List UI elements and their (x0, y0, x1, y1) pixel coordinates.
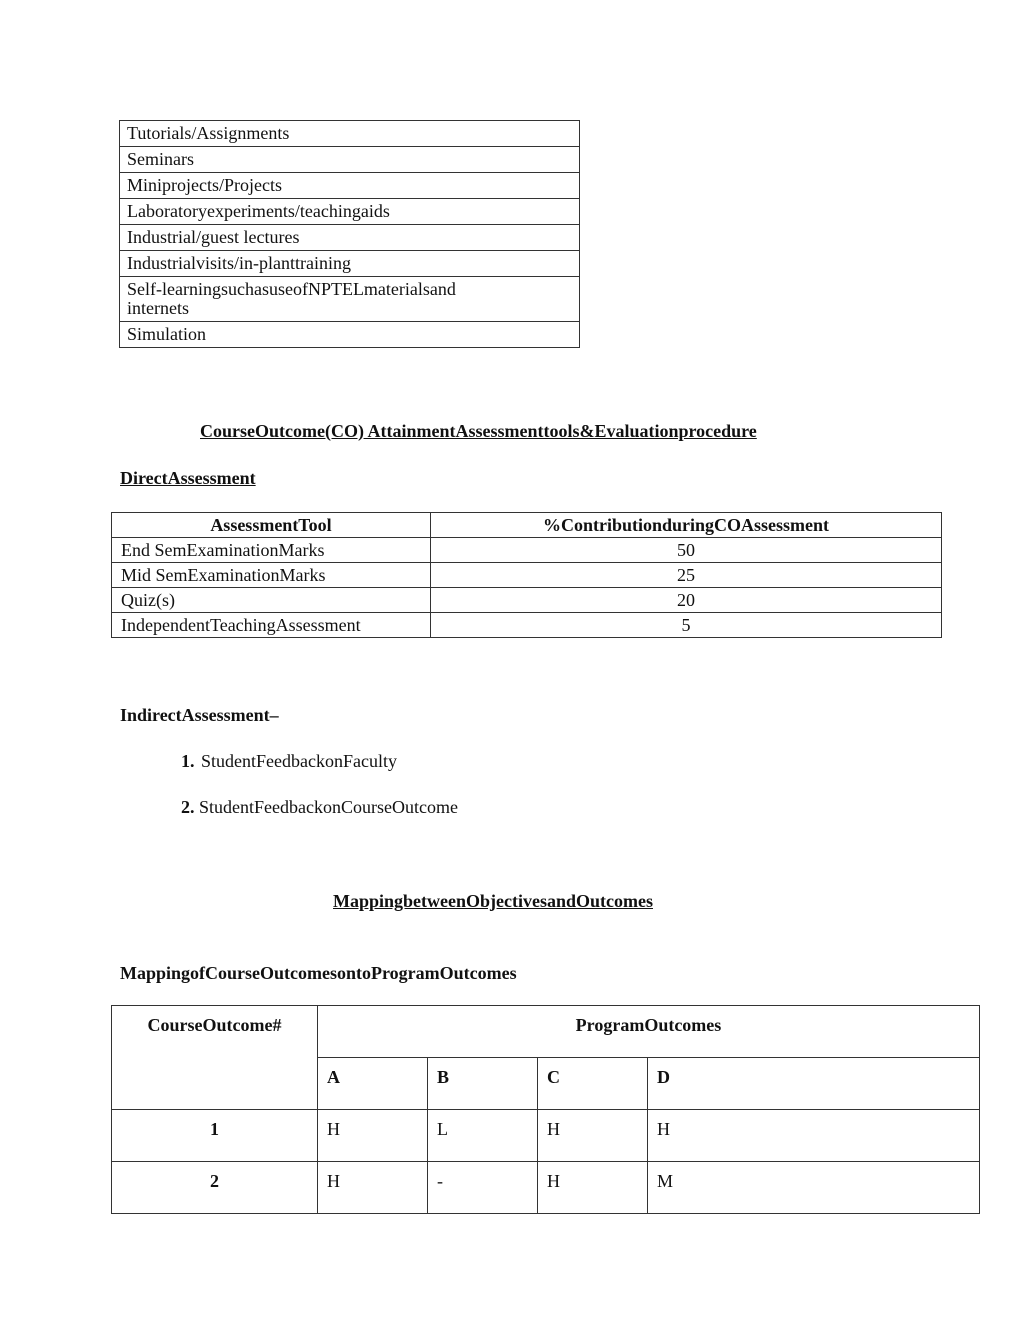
table-row (112, 1162, 980, 1214)
mapping-subheading: MappingofCourseOutcomesontoProgramOutcomes (120, 963, 517, 983)
course-outcome-cell: 2 (112, 1162, 318, 1214)
column-header-tool: AssessmentTool (112, 513, 431, 538)
mapping-cell: H (538, 1110, 648, 1162)
indirect-assessment-heading: IndirectAssessment– (120, 705, 279, 725)
table-row (120, 322, 580, 348)
item-number: 1. (181, 751, 195, 771)
mapping-cell: H (318, 1110, 428, 1162)
column-header-contribution: %ContributionduringCOAssessment (431, 513, 942, 538)
contribution-cell: 25 (431, 563, 942, 588)
table-row (112, 538, 942, 563)
co-po-mapping-table (111, 1005, 980, 1214)
course-outcome-cell: 1 (112, 1110, 318, 1162)
method-cell: Seminars (120, 147, 580, 173)
mapping-cell: - (428, 1162, 538, 1214)
indirect-item (181, 797, 458, 818)
table-row (120, 173, 580, 199)
tool-cell: Quiz(s) (112, 588, 431, 613)
table-row (112, 613, 942, 638)
po-column-header: A (318, 1058, 428, 1110)
item-text: StudentFeedbackonFaculty (201, 751, 397, 771)
mapping-cell: L (428, 1110, 538, 1162)
table-row (120, 121, 580, 147)
direct-assessment-heading: DirectAssessment (120, 468, 256, 488)
method-cell: Laboratoryexperiments/teachingaids (120, 199, 580, 225)
tool-cell: End SemExaminationMarks (112, 538, 431, 563)
po-column-header: B (428, 1058, 538, 1110)
method-cell: Tutorials/Assignments (120, 121, 580, 147)
method-cell: Simulation (120, 322, 580, 348)
mapping-title: MappingbetweenObjectivesandOutcomes (333, 891, 653, 911)
indirect-item (181, 751, 397, 772)
table-header-row (112, 1006, 980, 1058)
method-cell: Industrialvisits/in-planttraining (120, 251, 580, 277)
table-row (120, 147, 580, 173)
tool-cell: IndependentTeachingAssessment (112, 613, 431, 638)
table-row (120, 251, 580, 277)
item-text: StudentFeedbackonCourseOutcome (199, 797, 458, 817)
table-row (120, 277, 580, 322)
method-cell: Miniprojects/Projects (120, 173, 580, 199)
tool-cell: Mid SemExaminationMarks (112, 563, 431, 588)
table-row (112, 563, 942, 588)
po-column-header: D (648, 1058, 980, 1110)
item-number: 2. (181, 797, 195, 817)
method-cell: Self-learningsuchasuseofNPTELmaterialsand internets (120, 277, 580, 322)
table-row (120, 225, 580, 251)
table-row (112, 588, 942, 613)
mapping-cell: M (648, 1162, 980, 1214)
program-outcomes-header: ProgramOutcomes (318, 1006, 980, 1058)
contribution-cell: 5 (431, 613, 942, 638)
co-attainment-title: CourseOutcome(CO) AttainmentAssessmenttools&Evaluationprocedure (200, 421, 757, 441)
method-cell: Industrial/guest lectures (120, 225, 580, 251)
mapping-cell: H (318, 1162, 428, 1214)
teaching-methods-table (119, 120, 580, 348)
table-row (120, 199, 580, 225)
table-row (112, 1110, 980, 1162)
po-column-header: C (538, 1058, 648, 1110)
contribution-cell: 50 (431, 538, 942, 563)
contribution-cell: 20 (431, 588, 942, 613)
table-header-row (112, 513, 942, 538)
mapping-cell: H (648, 1110, 980, 1162)
course-outcome-header: CourseOutcome# (112, 1006, 318, 1110)
mapping-cell: H (538, 1162, 648, 1214)
direct-assessment-table (111, 512, 942, 638)
